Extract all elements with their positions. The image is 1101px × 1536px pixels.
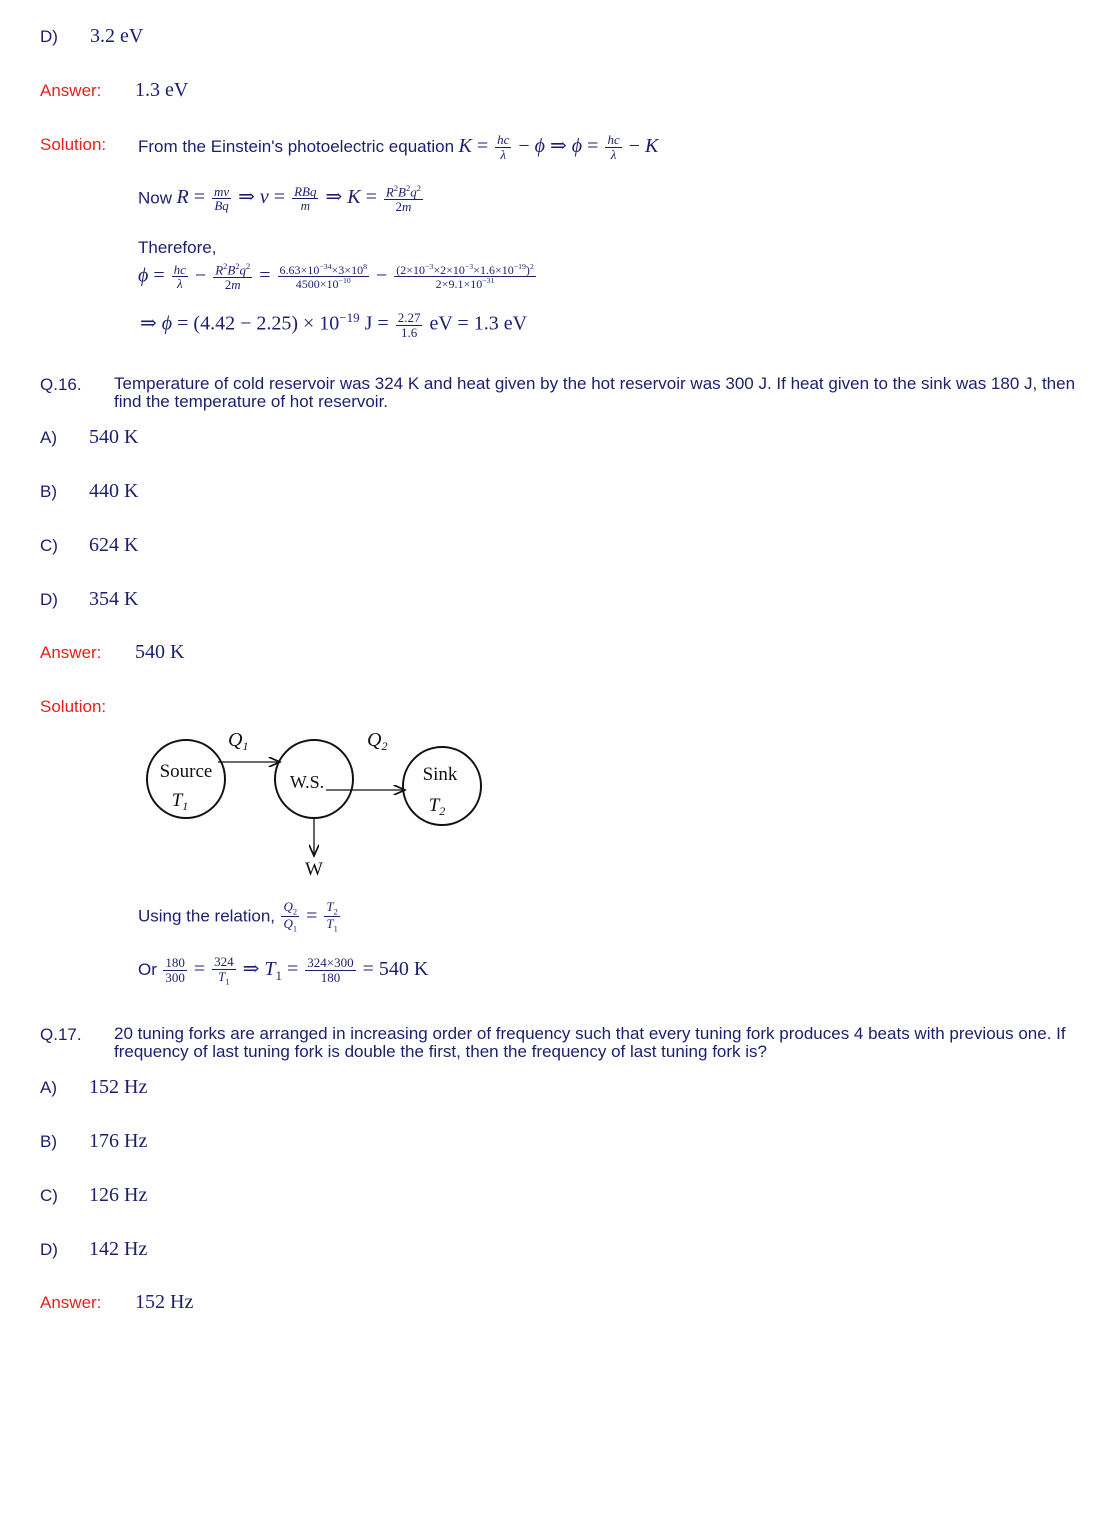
answer-value: 152 Hz <box>135 1291 194 1313</box>
option-c-label: C) <box>40 1186 58 1205</box>
work-label: W <box>305 859 323 880</box>
answer-label: Answer: <box>40 643 102 662</box>
option-c-value: 126 Hz <box>89 1184 148 1206</box>
einstein-text: From the Einstein's photoelectric equation <box>138 137 455 156</box>
source-temp: $T_1$ <box>171 790 189 813</box>
option-b-value: 176 Hz <box>89 1130 148 1152</box>
option-a-value: 152 Hz <box>89 1076 148 1098</box>
option-d-label: D) <box>40 27 58 46</box>
question-number: Q.17. <box>40 1025 82 1044</box>
option-d-value: 354 K <box>89 588 139 610</box>
question-text: 20 tuning forks are arranged in increasing order of frequency such that every tuning fork produces 4 beats with previous one. If frequency of last tuning fork is double the first, then the frequency of last tuning fork is? <box>114 1024 1066 1061</box>
option-d-label: D) <box>40 1240 58 1259</box>
sink-temp: $T_2$ <box>428 795 446 818</box>
heat-engine-diagram <box>140 722 500 887</box>
temperature-equation: $\frac{180}{300}$ = $\frac{324}{T_1}$ ⇒ $T_1$ = $\frac{324\times 300}{180}$ = 540 K <box>165 954 429 987</box>
option-d-label: D) <box>40 590 58 609</box>
work-function-equation: ϕ = $\frac{hc}{\lambda}$ − $\frac{R^2B^2q^2}{2m}$ = $\frac{6.63\times 10^{-34}\times 3\times 10^8}{4500\times 10^{-10}}$ − $\frac{(2\times 10^{-3}\times 2\times 10^{-3}\times 1.6\times 10^{-19})^2}{2\times 9.1\times 10^{-31}}$ <box>138 261 534 292</box>
answer-label: Answer: <box>40 1293 102 1312</box>
option-a-value: 540 K <box>89 426 139 448</box>
option-d-value: 3.2 eV <box>90 25 144 47</box>
now-text: Now <box>138 188 173 208</box>
answer-value: 1.3 eV <box>135 79 189 101</box>
sink-label: Sink <box>422 764 458 785</box>
option-c-value: 624 K <box>89 534 139 556</box>
work-function-value: 1.3 eV <box>473 312 528 335</box>
work-function-result: ⇒ $\phi = (4.42 - 2.25) \times 10^{-19}$ J = $\frac{2.27}{1.6}$ eV = 1.3 eV <box>140 309 528 340</box>
therefore-text: Therefore, <box>138 238 217 257</box>
temperature-value: 540 K <box>378 958 429 981</box>
option-b-label: B) <box>40 482 57 501</box>
option-b-value: 440 K <box>89 480 139 502</box>
relation-line <box>138 900 342 934</box>
solution-label: Solution: <box>40 697 107 716</box>
q2-label: $Q_2$ <box>367 729 388 753</box>
question-number: Q.16. <box>40 375 82 394</box>
solution-label: Solution: <box>40 135 107 154</box>
option-a-label: A) <box>40 1078 57 1097</box>
answer-value: 540 K <box>135 641 185 663</box>
engine-label: W.S. <box>289 772 325 792</box>
relation-text: Using the relation, <box>138 906 276 926</box>
solution-line-einstein <box>138 133 658 162</box>
solution-line-radius <box>138 184 425 214</box>
source-label: Source <box>159 761 213 782</box>
radius-equation: R = $\frac{mv}{Bq}$ ⇒ v = $\frac{\text{RBq}}{m}$ ⇒ K = $\frac{R^2B^2q^2}{2m}$ <box>176 183 421 214</box>
answer-label: Answer: <box>40 81 102 100</box>
relation-equation: $\frac{Q_2}{Q_1}$ = $\frac{T_2}{T_1}$ <box>283 899 338 935</box>
einstein-equation: K = $\frac{hc}{\lambda}$ − ϕ ⇒ ϕ = $\frac{hc}{\lambda}$ − K <box>458 132 659 162</box>
q1-label: $Q_1$ <box>228 729 249 753</box>
option-c-label: C) <box>40 536 58 555</box>
option-d-value: 142 Hz <box>89 1238 148 1260</box>
question-text: Temperature of cold reservoir was 324 K and heat given by the hot reservoir was 300 J. If heat given to the sink was 180 J, then find the temperature of hot reservoir. <box>114 374 1076 411</box>
option-b-label: B) <box>40 1132 57 1151</box>
option-a-label: A) <box>40 428 57 447</box>
or-text: Or <box>138 960 157 980</box>
or-line <box>138 955 428 986</box>
